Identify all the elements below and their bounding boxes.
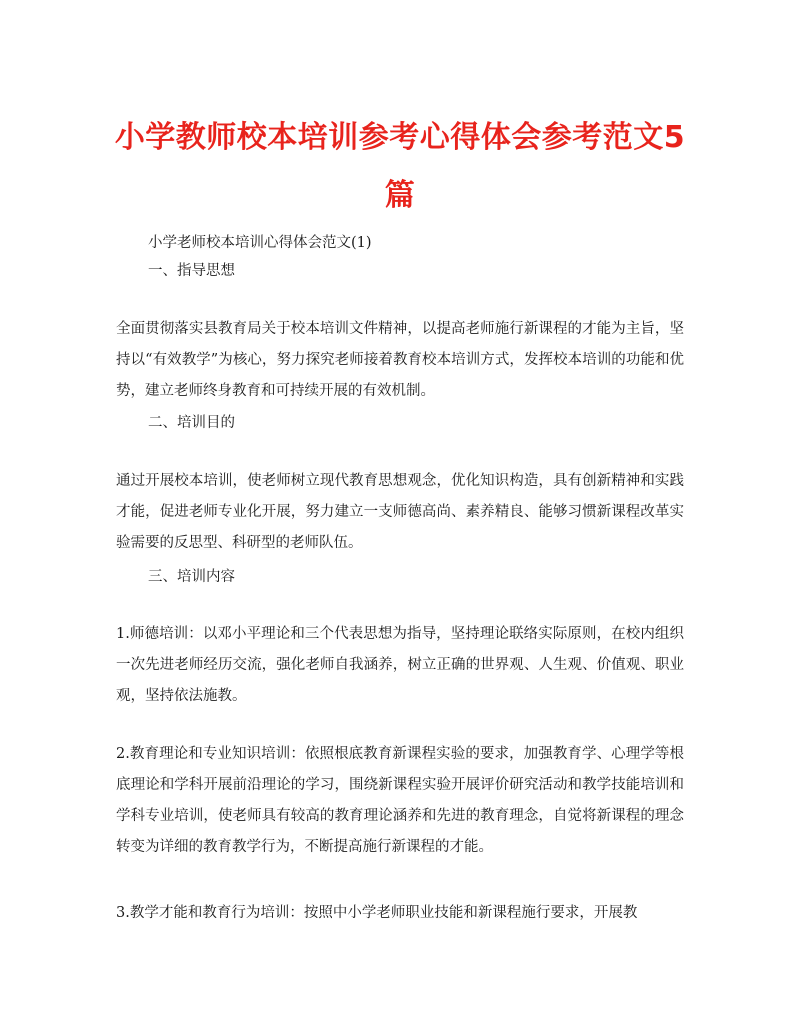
paragraph-guiding-thought: 全面贯彻落实县教育局关于校本培训文件精神，以提高老师施行新课程的才能为主旨，坚持以“有效教学”为核心，努力探究老师接着教育校本培训方式，发挥校本培训的功能和优势，建立老师终身教育和可持续开展的有效机制。 [116,321,684,399]
section-heading-training-content: 三、培训内容 [148,569,235,585]
document-title-line-1: 小学教师校本培训参考心得体会参考范文5 [114,120,686,155]
paragraph-teaching-ability-training: 3.教学才能和教育行为培训：按照中小学老师职业技能和新课程施行要求，开展教 [116,905,638,921]
paragraph-training-goal: 通过开展校本培训，使老师树立现代教育思想观念，优化知识构造，具有创新精神和实践才能，促进老师专业化开展，努力建立一支师德高尚、素养精良、能够习惯新课程改革实验需要的反思型、科研型的老师队伍。 [116,473,684,551]
document-subtitle: 小学老师校本培训心得体会范文(1) [148,235,372,251]
document-title-line-2: 篇 [384,178,416,213]
paragraph-theory-training: 2.教育理论和专业知识培训：依照根底教育新课程实验的要求，加强教育学、心理学等根底理论和学科开展前沿理论的学习，围绕新课程实验开展评价研究活动和教学技能培训和学科专业培训，使老师具有较高的教育理论涵养和先进的教育理念，自觉将新课程的理念转变为详细的教育教学行为，不断提高施行新课程的才能。 [116,746,684,855]
paragraph-ethics-training: 1.师德培训：以邓小平理论和三个代表思想为指导，坚持理论联络实际原则，在校内组织一次先进老师经历交流，强化老师自我涵养，树立正确的世界观、人生观、价值观、职业观，坚持依法施教。 [116,626,684,704]
section-heading-training-goal: 二、培训目的 [148,415,235,431]
section-heading-guiding-thought: 一、指导思想 [148,263,235,279]
